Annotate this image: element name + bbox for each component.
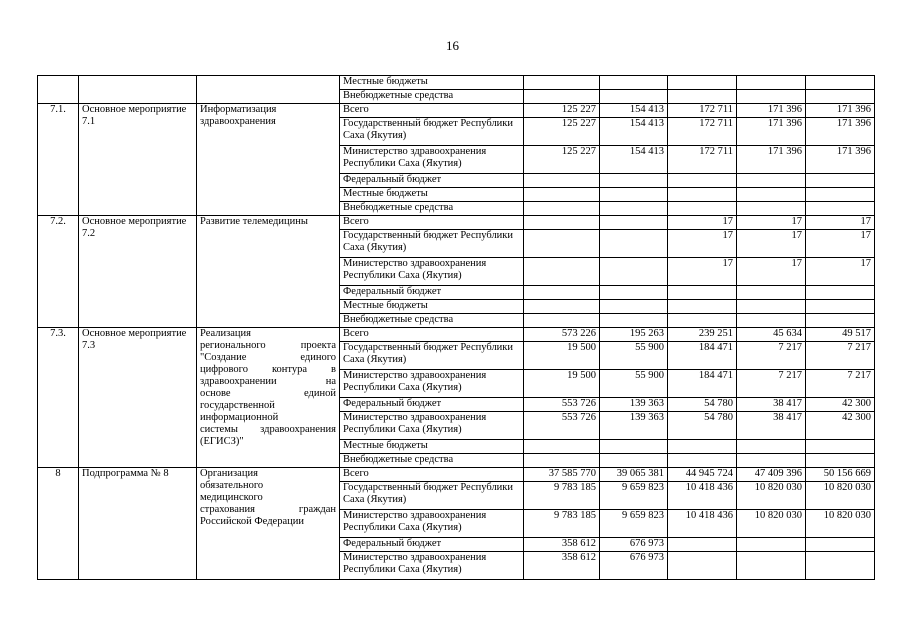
budget-table <box>37 75 875 580</box>
value-cell: 553 726 <box>524 398 600 412</box>
value-cell: 17 <box>806 216 875 230</box>
value-cell <box>600 174 668 188</box>
value-cell: 17 <box>668 258 737 286</box>
event-name-line: медицинского <box>200 492 263 503</box>
value-cell: 573 226 <box>524 328 600 342</box>
value-cell: 55 900 <box>600 370 668 398</box>
page-number: 16 <box>446 38 459 53</box>
value-cell: 172 711 <box>668 146 737 174</box>
value-cell: 42 300 <box>806 398 875 412</box>
value-cell: 9 659 823 <box>600 510 668 538</box>
value-cell: 45 634 <box>737 328 806 342</box>
funding-source-cell: Внебюджетные средства <box>340 90 524 104</box>
value-cell <box>668 440 737 454</box>
value-cell <box>806 538 875 552</box>
value-cell: 125 227 <box>524 146 600 174</box>
value-cell <box>806 300 875 314</box>
table-row <box>38 468 875 482</box>
value-cell: 154 413 <box>600 118 668 146</box>
event-name-line: государственной <box>200 400 275 411</box>
event-cell: Подпрограмма № 8 <box>79 468 197 580</box>
value-cell <box>737 286 806 300</box>
value-cell <box>524 188 600 202</box>
funding-source-cell: Федеральный бюджет <box>340 398 524 412</box>
table-row <box>38 328 875 342</box>
value-cell <box>524 230 600 258</box>
value-cell: 9 659 823 <box>600 482 668 510</box>
value-cell: 10 820 030 <box>806 510 875 538</box>
value-cell: 17 <box>668 216 737 230</box>
value-cell: 171 396 <box>806 146 875 174</box>
value-cell: 172 711 <box>668 104 737 118</box>
value-cell <box>737 454 806 468</box>
value-cell: 17 <box>737 258 806 286</box>
value-cell: 17 <box>806 230 875 258</box>
value-cell <box>668 90 737 104</box>
event-name-line: системы здравоохранения <box>200 424 336 435</box>
event-name-cell <box>197 216 340 328</box>
value-cell: 184 471 <box>668 370 737 398</box>
value-cell <box>524 314 600 328</box>
funding-source-cell: Государственный бюджет Республики Саха (Якутия) <box>340 230 524 258</box>
value-cell <box>806 76 875 90</box>
value-cell: 10 418 436 <box>668 510 737 538</box>
value-cell <box>600 300 668 314</box>
value-cell <box>806 440 875 454</box>
funding-source-cell: Государственный бюджет Республики Саха (Якутия) <box>340 118 524 146</box>
value-cell: 17 <box>806 258 875 286</box>
funding-source-cell: Всего <box>340 468 524 482</box>
value-cell: 44 945 724 <box>668 468 737 482</box>
item-number-cell <box>38 76 79 104</box>
value-cell <box>600 230 668 258</box>
value-cell: 358 612 <box>524 538 600 552</box>
value-cell: 171 396 <box>806 104 875 118</box>
value-cell <box>668 188 737 202</box>
value-cell <box>668 314 737 328</box>
value-cell <box>524 286 600 300</box>
funding-source-cell: Внебюджетные средства <box>340 454 524 468</box>
value-cell <box>600 188 668 202</box>
value-cell <box>737 174 806 188</box>
event-name-line: Реализация <box>200 328 251 339</box>
funding-source-cell: Министерство здравоохранения Республики Саха (Якутия) <box>340 258 524 286</box>
value-cell: 154 413 <box>600 104 668 118</box>
value-cell <box>600 76 668 90</box>
funding-source-cell: Всего <box>340 216 524 230</box>
value-cell <box>524 216 600 230</box>
value-cell: 55 900 <box>600 342 668 370</box>
value-cell: 10 418 436 <box>668 482 737 510</box>
value-cell: 54 780 <box>668 412 737 440</box>
event-name-line: Российской Федерации <box>200 516 304 527</box>
value-cell: 154 413 <box>600 146 668 174</box>
table-row <box>38 104 875 118</box>
value-cell <box>600 454 668 468</box>
value-cell <box>524 440 600 454</box>
funding-source-cell: Министерство здравоохранения Республики Саха (Якутия) <box>340 552 524 580</box>
event-name-line: здравоохранения <box>200 116 276 127</box>
value-cell <box>600 314 668 328</box>
funding-source-cell: Государственный бюджет Республики Саха (Якутия) <box>340 342 524 370</box>
event-name-line: (ЕГИСЗ)" <box>200 436 244 447</box>
value-cell <box>806 314 875 328</box>
event-name-line: "Создание единого <box>200 352 336 363</box>
event-name-cell <box>197 328 340 468</box>
value-cell: 38 417 <box>737 398 806 412</box>
value-cell: 54 780 <box>668 398 737 412</box>
table-row <box>38 216 875 230</box>
value-cell: 19 500 <box>524 370 600 398</box>
value-cell: 7 217 <box>737 342 806 370</box>
value-cell <box>600 202 668 216</box>
funding-source-cell: Местные бюджеты <box>340 188 524 202</box>
funding-source-cell: Федеральный бюджет <box>340 286 524 300</box>
value-cell <box>737 202 806 216</box>
value-cell <box>737 314 806 328</box>
funding-source-cell: Внебюджетные средства <box>340 202 524 216</box>
value-cell: 37 585 770 <box>524 468 600 482</box>
value-cell <box>524 174 600 188</box>
funding-source-cell: Местные бюджеты <box>340 76 524 90</box>
item-number-cell: 7.1. <box>38 104 79 216</box>
funding-source-cell: Министерство здравоохранения Республики Саха (Якутия) <box>340 370 524 398</box>
value-cell <box>524 90 600 104</box>
event-name-line: Информатизация <box>200 104 277 115</box>
event-name-line: Организация <box>200 468 258 479</box>
value-cell <box>600 286 668 300</box>
event-name-line: страхования граждан <box>200 504 336 515</box>
event-cell: Основное мероприятие 7.2 <box>79 216 197 328</box>
event-cell <box>79 76 197 104</box>
event-cell: Основное мероприятие 7.3 <box>79 328 197 468</box>
value-cell <box>668 202 737 216</box>
value-cell: 172 711 <box>668 118 737 146</box>
funding-source-cell: Государственный бюджет Республики Саха (Якутия) <box>340 482 524 510</box>
value-cell: 139 363 <box>600 412 668 440</box>
funding-source-cell: Федеральный бюджет <box>340 538 524 552</box>
item-number-cell: 7.2. <box>38 216 79 328</box>
event-name-line: Развитие телемедицины <box>200 216 308 227</box>
funding-source-cell: Всего <box>340 328 524 342</box>
funding-source-cell: Внебюджетные средства <box>340 314 524 328</box>
value-cell <box>600 258 668 286</box>
value-cell: 139 363 <box>600 398 668 412</box>
value-cell: 125 227 <box>524 104 600 118</box>
value-cell: 19 500 <box>524 342 600 370</box>
value-cell <box>806 202 875 216</box>
value-cell <box>668 286 737 300</box>
event-name-line: информационной <box>200 412 279 423</box>
value-cell <box>737 440 806 454</box>
value-cell: 195 263 <box>600 328 668 342</box>
funding-source-cell: Местные бюджеты <box>340 440 524 454</box>
value-cell: 10 820 030 <box>737 510 806 538</box>
value-cell: 39 065 381 <box>600 468 668 482</box>
event-name-cell <box>197 76 340 104</box>
value-cell: 184 471 <box>668 342 737 370</box>
funding-source-cell: Местные бюджеты <box>340 300 524 314</box>
value-cell <box>668 552 737 580</box>
value-cell <box>737 538 806 552</box>
value-cell: 171 396 <box>737 118 806 146</box>
value-cell: 17 <box>668 230 737 258</box>
item-number-cell: 7.3. <box>38 328 79 468</box>
value-cell: 239 251 <box>668 328 737 342</box>
value-cell <box>737 300 806 314</box>
event-cell: Основное мероприятие 7.1 <box>79 104 197 216</box>
value-cell: 125 227 <box>524 118 600 146</box>
value-cell <box>737 90 806 104</box>
value-cell: 17 <box>737 216 806 230</box>
value-cell: 7 217 <box>737 370 806 398</box>
value-cell <box>668 300 737 314</box>
value-cell: 50 156 669 <box>806 468 875 482</box>
value-cell <box>737 552 806 580</box>
value-cell: 676 973 <box>600 538 668 552</box>
value-cell <box>806 454 875 468</box>
value-cell: 171 396 <box>737 146 806 174</box>
value-cell <box>668 538 737 552</box>
value-cell: 17 <box>737 230 806 258</box>
event-name-cell <box>197 104 340 216</box>
value-cell: 49 517 <box>806 328 875 342</box>
value-cell <box>806 188 875 202</box>
event-name-line: регионального проекта <box>200 340 336 351</box>
value-cell <box>806 174 875 188</box>
value-cell: 9 783 185 <box>524 510 600 538</box>
value-cell: 38 417 <box>737 412 806 440</box>
value-cell <box>524 76 600 90</box>
value-cell: 553 726 <box>524 412 600 440</box>
value-cell <box>524 454 600 468</box>
table-row <box>38 76 875 90</box>
value-cell: 171 396 <box>737 104 806 118</box>
event-name-line: обязательного <box>200 480 264 491</box>
value-cell: 7 217 <box>806 370 875 398</box>
funding-source-cell: Министерство здравоохранения Республики Саха (Якутия) <box>340 412 524 440</box>
value-cell <box>600 440 668 454</box>
value-cell <box>737 76 806 90</box>
funding-source-cell: Всего <box>340 104 524 118</box>
value-cell <box>524 300 600 314</box>
event-name-line: основе единой <box>200 388 336 399</box>
event-name-line: цифрового контура в <box>200 364 336 375</box>
value-cell: 171 396 <box>806 118 875 146</box>
value-cell: 10 820 030 <box>806 482 875 510</box>
value-cell <box>806 552 875 580</box>
value-cell: 676 973 <box>600 552 668 580</box>
value-cell <box>668 76 737 90</box>
value-cell <box>600 90 668 104</box>
value-cell: 9 783 185 <box>524 482 600 510</box>
funding-source-cell: Федеральный бюджет <box>340 174 524 188</box>
value-cell: 47 409 396 <box>737 468 806 482</box>
value-cell: 7 217 <box>806 342 875 370</box>
value-cell <box>806 90 875 104</box>
funding-source-cell: Министерство здравоохранения Республики Саха (Якутия) <box>340 146 524 174</box>
value-cell <box>806 286 875 300</box>
funding-source-cell: Министерство здравоохранения Республики Саха (Якутия) <box>340 510 524 538</box>
value-cell: 42 300 <box>806 412 875 440</box>
event-name-cell <box>197 468 340 580</box>
value-cell: 10 820 030 <box>737 482 806 510</box>
value-cell: 358 612 <box>524 552 600 580</box>
item-number-cell: 8 <box>38 468 79 580</box>
value-cell <box>668 174 737 188</box>
value-cell <box>668 454 737 468</box>
value-cell <box>524 202 600 216</box>
event-name-line: здравоохранении на <box>200 376 336 387</box>
value-cell <box>524 258 600 286</box>
value-cell <box>737 188 806 202</box>
value-cell <box>600 216 668 230</box>
